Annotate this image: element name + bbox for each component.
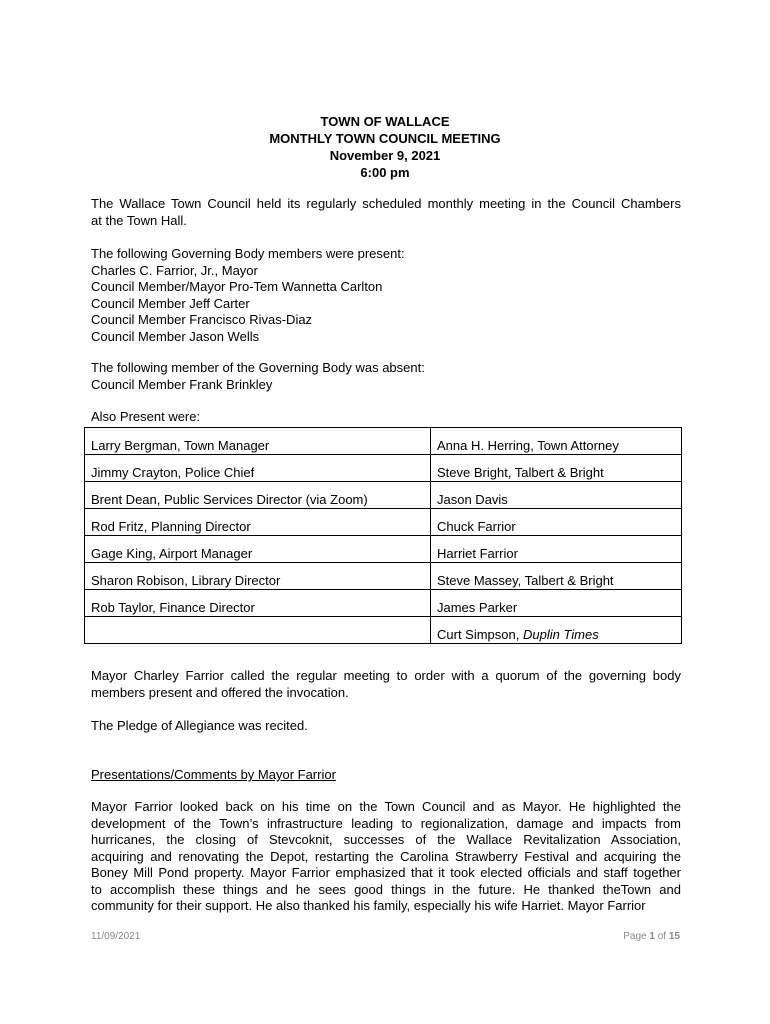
members-absent-block [91, 360, 681, 393]
table-cell: Rob Taylor, Finance Director [85, 590, 431, 617]
members-present-heading: The following Governing Body members were present: [91, 246, 405, 261]
table-cell: Jimmy Crayton, Police Chief [85, 455, 431, 482]
table-row [85, 536, 682, 563]
member-name: Council Member Francisco Rivas-Diaz [91, 312, 313, 327]
table-row [85, 590, 682, 617]
table-cell: Harriet Farrior [431, 536, 682, 563]
member-name: Council Member Jeff Carter [91, 295, 250, 311]
paragraph-line: Mayor Charley Farrior called the regular meeting to order with a quorum of the governing body [91, 668, 681, 683]
paragraph-line: Boney Mill Pond property. Mayor Farrior emphasized that it took elected officials and staff together [91, 865, 681, 880]
member-name: Council Member/Mayor Pro-Tem Wannetta Carlton [91, 279, 383, 294]
table-row [85, 482, 682, 509]
table-cell: Steve Bright, Talbert & Bright [431, 455, 682, 482]
page-current: 1 [649, 931, 655, 942]
mayor-comments-paragraph [91, 799, 681, 915]
attendee-name: Curt Simpson, [437, 627, 523, 642]
members-present-block [91, 246, 681, 345]
member-name: Charles C. Farrior, Jr., Mayor [91, 262, 258, 278]
paragraph-line: community for their support. He also thanked his family, especially his wife Harriet. Mayor Farrior [91, 898, 646, 913]
pledge-paragraph: The Pledge of Allegiance was recited. [91, 718, 308, 733]
table-cell [431, 617, 682, 644]
page-label: Page [623, 931, 647, 942]
table-cell: Gage King, Airport Manager [85, 536, 431, 563]
heading-town: TOWN OF WALLACE [320, 114, 450, 129]
paragraph-line: hurricanes, the closing of Stevcoknit, successes of the Wallace Revitalization Association, [91, 832, 681, 847]
table-row [85, 455, 682, 482]
paragraph-line: Mayor Farrior looked back on his time on the Town Council and as Mayor. He highlighted the [91, 799, 681, 814]
intro-line: at the Town Hall. [91, 212, 187, 228]
also-present-table [84, 427, 682, 644]
heading-time: 6:00 pm [360, 165, 410, 180]
paragraph-line: members present and offered the invocation. [91, 684, 349, 700]
table-cell: Steve Massey, Talbert & Bright [431, 563, 682, 590]
intro-paragraph [91, 196, 681, 229]
table-cell: Larry Bergman, Town Manager [85, 428, 431, 455]
table-cell-empty [85, 617, 431, 644]
paragraph-line: to accomplish these things and he sees good things in the future. He thanked theTown and [91, 881, 681, 897]
paragraph-line: development of the Town’s infrastructure leading to regionalization, damage and impacts from [91, 815, 681, 831]
members-absent-heading: The following member of the Governing Body was absent: [91, 360, 425, 375]
table-cell: James Parker [431, 590, 682, 617]
heading-date: November 9, 2021 [329, 148, 441, 163]
call-to-order-paragraph [91, 668, 681, 701]
member-name: Council Member Frank Brinkley [91, 376, 273, 392]
paragraph-line: acquiring and renovating the Depot, restarting the Carolina Strawberry Festival and acquiring the [91, 848, 681, 864]
also-present-label: Also Present were: [91, 409, 201, 424]
publication-name: Duplin Times [522, 627, 599, 642]
page-total: 15 [668, 931, 680, 942]
table-cell: Rod Fritz, Planning Director [85, 509, 431, 536]
table-cell: Chuck Farrior [431, 509, 682, 536]
member-name: Council Member Jason Wells [91, 328, 260, 344]
table-row [85, 617, 682, 644]
table-cell: Anna H. Herring, Town Attorney [431, 428, 682, 455]
table-cell: Brent Dean, Public Services Director (via Zoom) [85, 482, 431, 509]
intro-line: The Wallace Town Council held its regularly scheduled monthly meeting in the Council Chambers [91, 196, 681, 211]
table-cell: Sharon Robison, Library Director [85, 563, 431, 590]
table-cell: Jason Davis [431, 482, 682, 509]
table-row [85, 563, 682, 590]
document-heading [0, 113, 770, 181]
footer-date: 11/09/2021 [91, 931, 141, 942]
heading-meeting: MONTHLY TOWN COUNCIL MEETING [269, 131, 501, 146]
of-label: of [657, 931, 667, 942]
table-row [85, 428, 682, 455]
section-title: Presentations/Comments by Mayor Farrior [91, 767, 336, 782]
footer-page-number [623, 931, 680, 942]
table-row [85, 509, 682, 536]
